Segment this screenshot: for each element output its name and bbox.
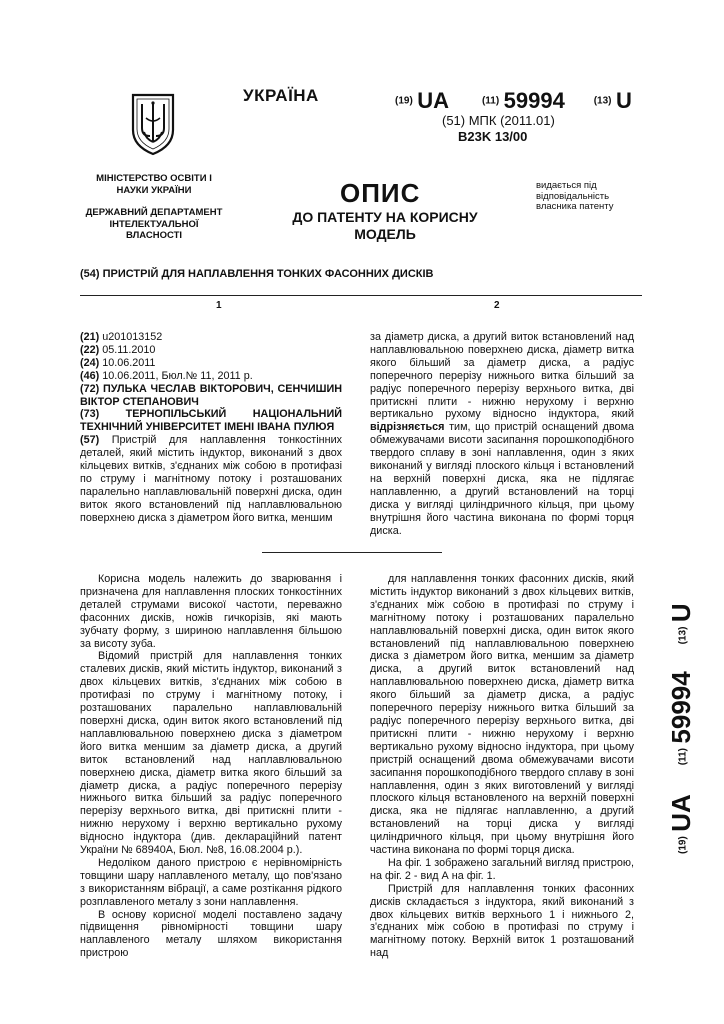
biblio-entry: (73) ТЕРНОПІЛЬСЬКИЙ НАЦІОНАЛЬНИЙ ТЕХНІЧНИЙ УНІВЕРСИТЕТ ІМЕНІ ІВАНА ПУЛЮЯ <box>80 408 342 434</box>
divider-top <box>80 295 642 296</box>
column-number-2: 2 <box>494 300 500 311</box>
body-paragraph: Корисна модель належить до зварювання і призначена для наплавлення плоских тонкостінних деталей струмами високої частоти, переважно фасонних дисків, ножів гичкорізів, які мають зубчату форму, з шириною наплавлення більшою за висоту зуба. <box>80 573 342 650</box>
biblio-entry: (22) 05.11.2010 <box>80 343 156 356</box>
ipc-class: (51) МПК (2011.01) <box>442 113 555 128</box>
body-paragraph: На фіг. 1 зображено загальний вигляд пристрою, на фіг. 2 - вид А на фіг. 1. <box>370 856 634 882</box>
biblio-entry: (21) u201013152 <box>80 331 163 343</box>
side-publication-code: (19) UA (11) 59994 (13) U <box>666 603 696 854</box>
invention-title: (54) ПРИСТРІЙ ДЛЯ НАПЛАВЛЕННЯ ТОНКИХ ФАСОННИХ ДИСКІВ <box>80 268 434 280</box>
country-title: УКРАЇНА <box>243 86 319 105</box>
biblio-entry: (24) 10.06.2011 <box>80 356 156 369</box>
body-paragraph: В основу корисної моделі поставлено задачу підвищення рівномірності товщини шару наплавленого металу шляхом використання пристрою <box>80 908 342 960</box>
biblio-block <box>80 331 342 525</box>
body-paragraph: Відомий пристрій для наплавлення тонких сталевих дисків, який містить індуктор, виконаний з двох кільцевих витків, з'єднаних між собою в протифазі по струму і магнітному потоку, і розташованих паралельно наплавлювальній поверхні диска, один виток якого встановлений під наплавлювальною поверхнею диска з діаметром його витка меншим за діаметр диска, а другий виток встановлений над наплавлювальною поверхнею диска, діаметр витка якого більший за діаметр диска, а радіус поперечного перерізу нижнього витка більший за радіус поперечного перерізу верхнього витка, дві притискні плити - нижню нерухому і верхню вертикально рухому відносно індуктора (див. деклараційний патент України № 68940А, Бюл. №8, 16.08.2004 р.). <box>80 650 342 857</box>
ipc-code: B23K 13/00 <box>458 129 528 144</box>
divider-middle <box>262 552 442 553</box>
body-left-column <box>80 573 342 960</box>
body-paragraph: Недоліком даного пристрою є нерівномірність товщини шару наплавленого металу, що пов'язано з використанням вібрації, а саме розтікання рідкого розплавленого металу з зони наплавлення. <box>80 856 342 908</box>
abstract-continued: за діаметр диска, а другий виток встановлений над наплавлювальною поверхнею диска, діаметр витка якого більший за діаметр диска, а радіус поперечного перерізу нижнього витка більший за радіус поперечного перерізу верхнього витка, дві притискні плити - нижню нерухому і верхню вертикально рухому відносно індуктора, який відрізняється тим, що пристрій оснащений двома обмежувачами висоти засипання порошкоподібного твердого сплаву в зоні наплавлення, один з яких виконаний у вигляді плоского кільця і встановлений на верхній поверхні диска, яка не підлягає наплавленню, а другий встановлений на торці диска у вигляді циліндричного кільця, при цьому внутрішня його частина виконана по формі торця диска. <box>370 331 634 537</box>
abstract-start: (57) Пристрій для наплавлення тонкостінних деталей, який містить індуктор, виконаний з двох кільцевих витків, з'єднаних між собою в протифазі по струму і магнітному потоку і розташованих паралельно наплавлювальній поверхні диска, один виток якого встановлений під наплавлювальною поверхнею диска з діаметром його витка, меншим <box>80 434 342 524</box>
biblio-entry: (46) 10.06.2011, Бюл.№ 11, 2011 р. <box>80 369 253 382</box>
document-subtitle: ДО ПАТЕНТУ НА КОРИСНУ МОДЕЛЬ <box>292 209 478 242</box>
ministry-label: МІНІСТЕРСТВО ОСВІТИ І НАУКИ УКРАЇНИ <box>96 173 212 196</box>
biblio-entry: (72) ПУЛЬКА ЧЕСЛАВ ВІКТОРОВИЧ, СЕНЧИШИН ВІКТОР СТЕПАНОВИЧ <box>80 382 342 408</box>
issued-note: видається під відповідальність власника патенту <box>536 180 614 212</box>
body-paragraph: для наплавлення тонких фасонних дисків, який містить індуктор виконаний з двох кільцевих витків, з'єднаних між собою в протифазі по струму і магнітному потоку і розташованих паралельно наплавлювальній поверхні диска, один виток якого встановлений під наплавлювальною поверхнею диска з діаметром його витка, меншим за діаметр диска, а другий виток встановлений над наплавлювальною поверхнею диска, діаметр витка якого більший за діаметр диска, а радіус поперечного перерізу нижнього витка більший за радіус поперечного перерізу верхнього витка, дві притискні плити - нижню нерухому і верхню вертикально рухому відносно індуктора, при цьому пристрій оснащений двома обмежувачами висоти засипання порошкоподібного твердого сплаву в зоні наплавлення, один з яких виготовлений у вигляді плоского кільця встановленого на верхній поверхні диска, яка не підлягає наплавленню, а другий встановлений на торці диска у вигляді циліндричного кільця, при цьому внутрішня його частина виконана по формі торця диска. <box>370 573 634 857</box>
document-title: ОПИС <box>340 178 421 208</box>
publication-number: (19) UA (11) 59994 (13) U <box>395 88 632 113</box>
body-paragraph: Пристрій для наплавлення тонких фасонних дисків складається з індуктора, який виконаний з двох кільцевих витків верхнього 1 і нижнього 2, з'єднаних між собою в протифазі по струму і магнітному потоку. Верхній виток 1 розташований над <box>370 882 634 960</box>
column-number-1: 1 <box>216 300 222 311</box>
body-right-column <box>370 573 634 960</box>
coat-of-arms-icon <box>130 92 176 156</box>
department-label: ДЕРЖАВНИЙ ДЕПАРТАМЕНТ ІНТЕЛЕКТУАЛЬНОЇ ВЛАСНОСТІ <box>85 207 223 241</box>
